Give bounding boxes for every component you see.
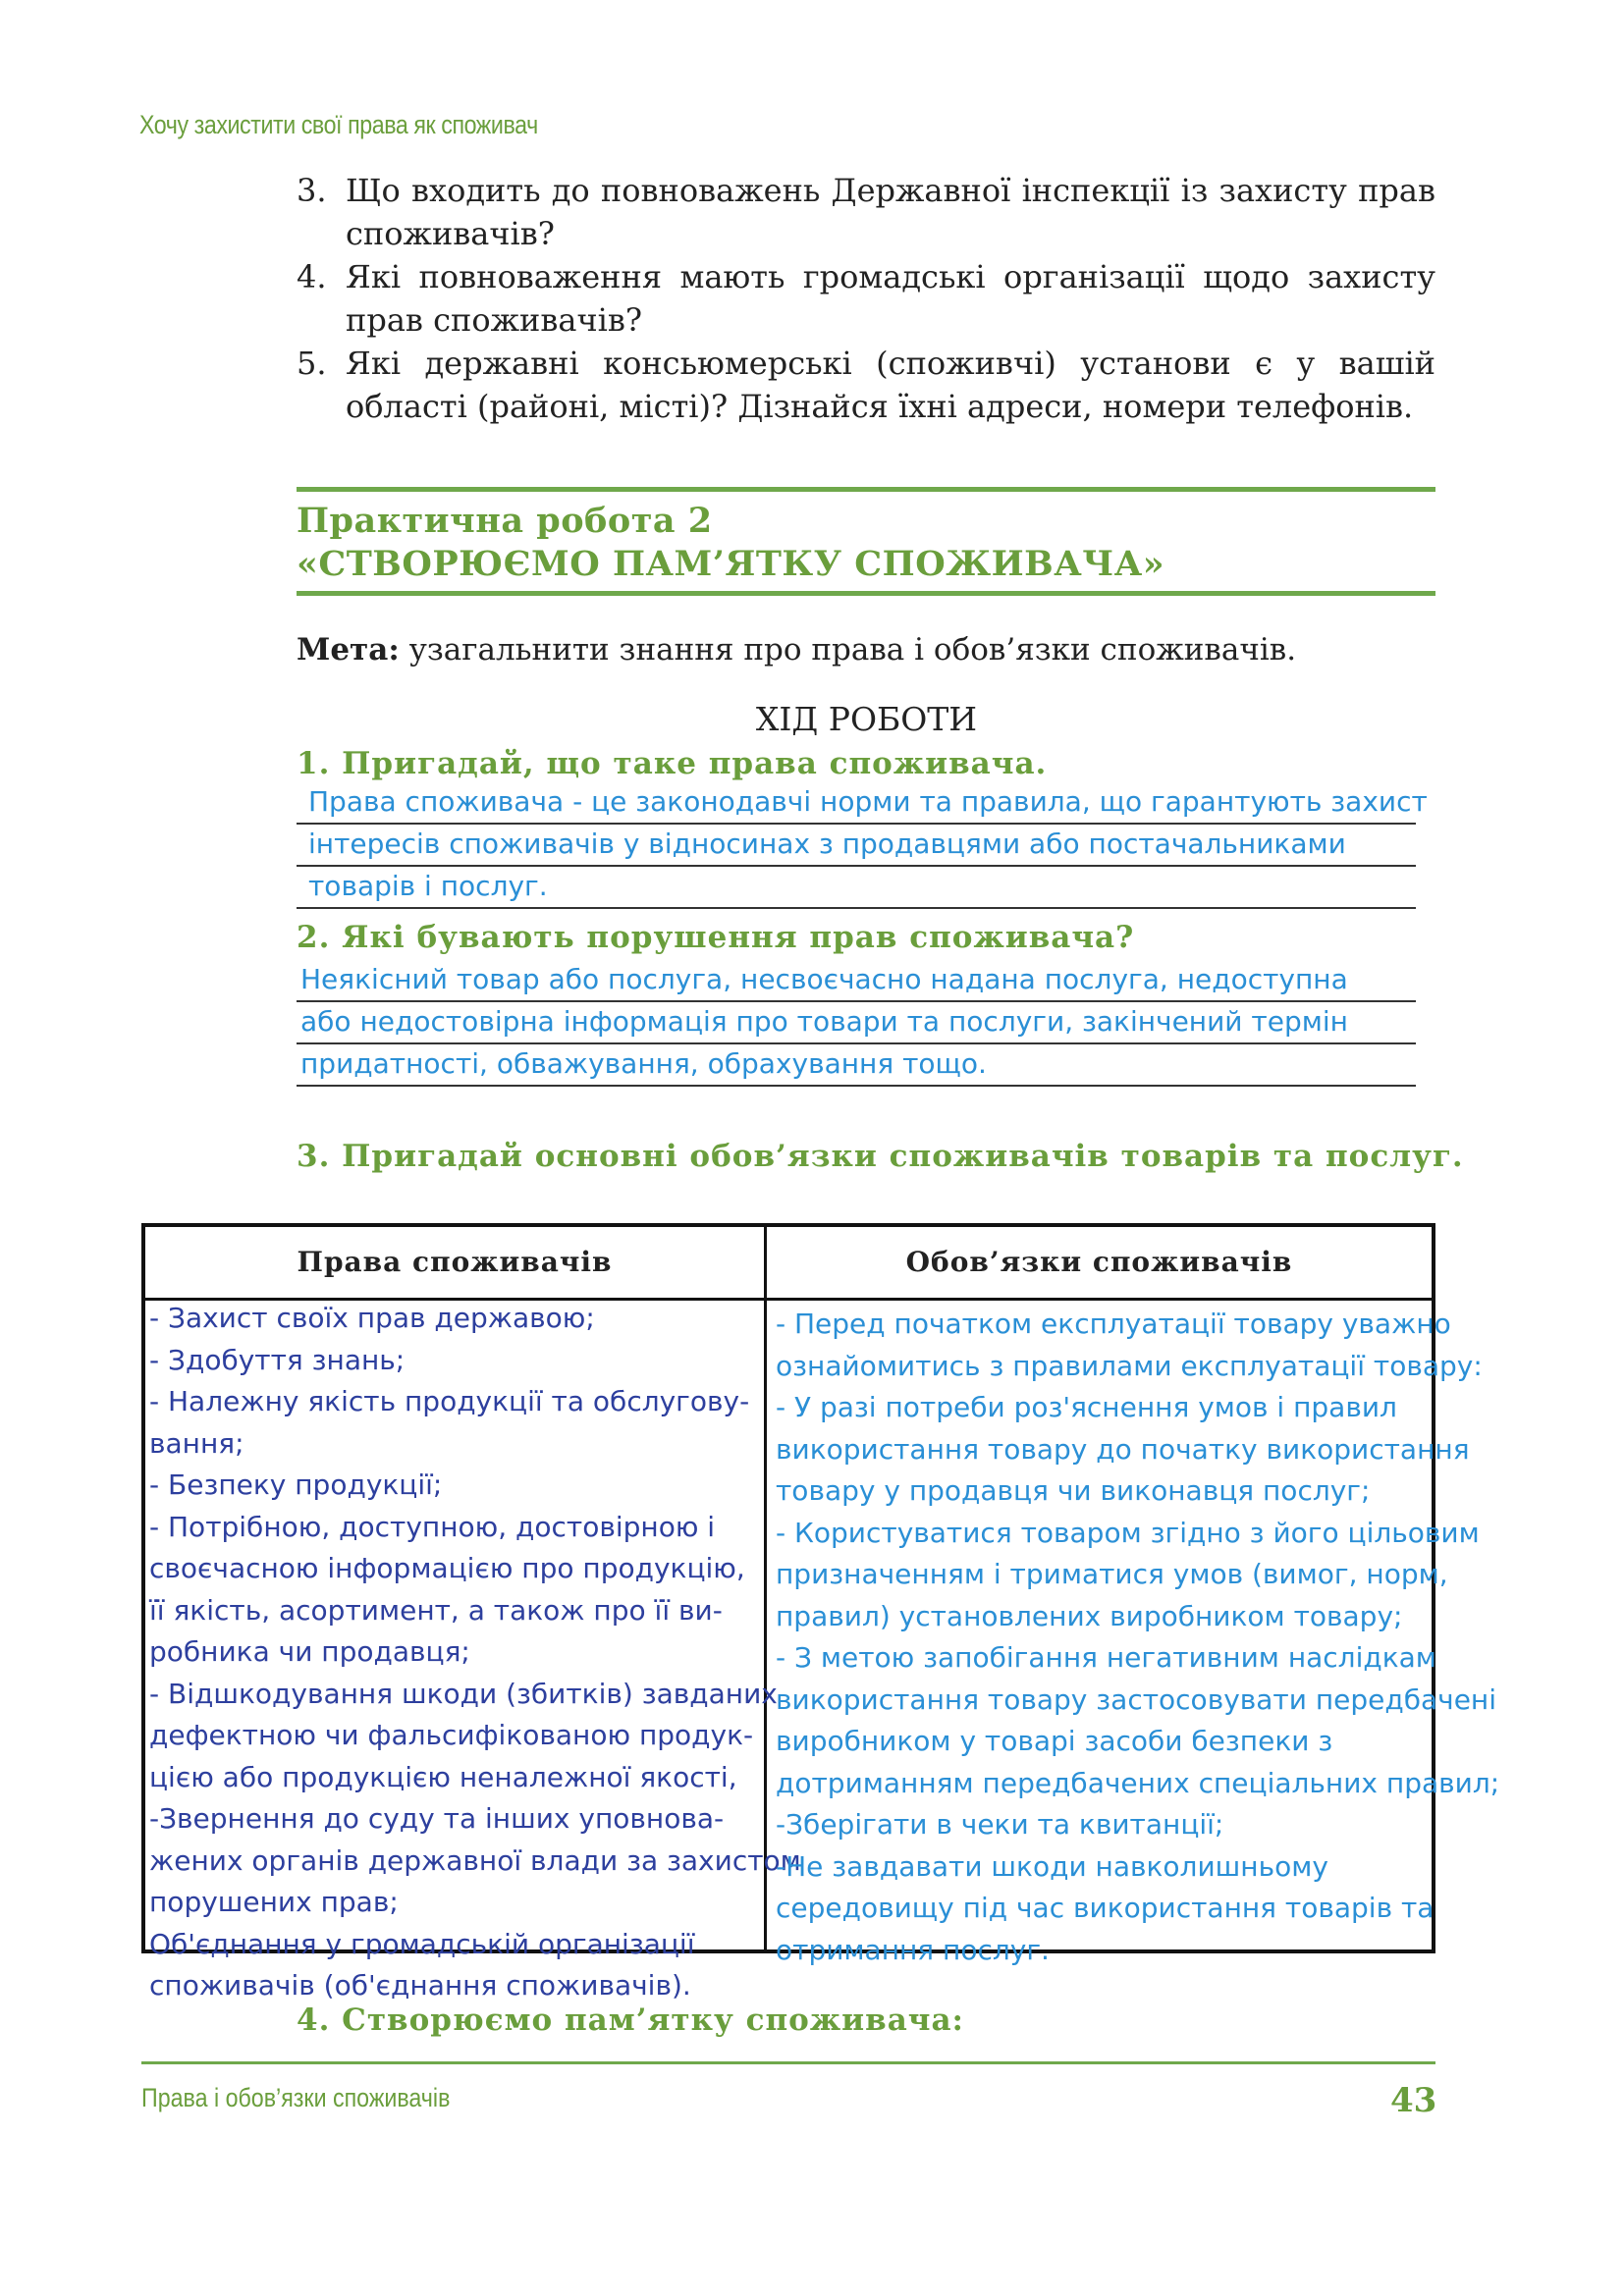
answer-line: придатності, обважування, обрахування тощо. (297, 1044, 1416, 1087)
question-number: 3. (297, 172, 327, 209)
list-item: своєчасною інформацією про продукцію, (149, 1552, 745, 1584)
practical-title-line2: «СТВОРЮЄМО ПАМ’ЯТКУ СПОЖИВАЧА» (297, 544, 1165, 584)
table-header-duties: Обов’язки споживачів (905, 1246, 1293, 1278)
question-3 (297, 169, 1435, 255)
list-item: використання товару застосовувати передбачені (776, 1682, 1497, 1716)
list-item: Об'єднання у громадській організації (149, 1927, 695, 1960)
list-item: споживачів (об'єднання споживачів). (149, 1969, 691, 2002)
list-item: - Відшкодування шкоди (збитків) завданих (149, 1677, 778, 1710)
answer-line: Неякісний товар або послуга, несвоєчасно надана послуга, недоступна (297, 960, 1416, 1002)
list-item: товару у продавця чи виконавця послуг; (776, 1474, 1371, 1507)
list-item: правил) установлених виробником товару; (776, 1599, 1403, 1632)
list-item: -Зберігати в чеки та квитанції; (776, 1808, 1224, 1841)
question-4 (297, 255, 1435, 342)
footer-divider (141, 2061, 1435, 2064)
question-number: 5. (297, 345, 327, 382)
task-1-heading: 1. Пригадай, що таке права споживача. (297, 746, 1048, 781)
goal-label: Мета: (297, 632, 400, 667)
procedure-heading: ХІД РОБОТИ (755, 700, 978, 738)
list-item: -Не завдавати шкоди навколишньому (776, 1849, 1328, 1883)
list-item: використання товару до початку використання (776, 1432, 1470, 1466)
list-item: отримання послуг. (776, 1933, 1050, 1966)
list-item: призначенням і триматися умов (вимог, норм, (776, 1558, 1448, 1590)
answer-line: товарів і послуг. (297, 867, 1416, 909)
running-header: Хочу захистити свої права як споживач (139, 110, 538, 139)
list-item: -Звернення до суду та інших уповнова- (149, 1802, 725, 1835)
list-item: - Здобуття знань; (149, 1343, 406, 1376)
list-item: цією або продукцією неналежної якості, (149, 1760, 737, 1793)
list-item: - Перед початком експлуатації товару уважно (776, 1308, 1451, 1340)
duties-list (776, 1304, 1499, 1971)
footer-section-title: Права і обов’язки споживачів (141, 2083, 451, 2112)
goal-text: узагальнити знання про права і обов’язки споживачів. (399, 632, 1297, 667)
practical-title-line1: Практична робота 2 (297, 501, 713, 541)
list-item: - Потрібною, доступною, достовірною і (149, 1510, 716, 1543)
rights-list (149, 1298, 801, 2007)
list-item: вання; (149, 1426, 244, 1460)
list-item: - Захист своїх прав державою; (149, 1302, 595, 1334)
answer-line: інтересів споживачів у відносинах з продавцями або постачальниками (297, 825, 1416, 867)
list-item: порушених прав; (149, 1886, 399, 1918)
list-item: жених органів державної влади за захистом (149, 1843, 801, 1877)
goal-statement (297, 632, 1296, 667)
task-3-heading: 3. Пригадай основні обов’язки споживачів товарів та послуг. (297, 1139, 1464, 1174)
answer-line: або недостовірна інформація про товари та послуги, закінчений термін (297, 1002, 1416, 1044)
divider-top (297, 487, 1435, 492)
list-item: виробником у товарі засоби безпеки з (776, 1725, 1333, 1757)
page-number: 43 (1390, 2081, 1437, 2120)
task-1-answer (297, 782, 1428, 909)
task-2-answer (297, 960, 1416, 1087)
question-text: Які повноваження мають громадські організації щодо захисту прав споживачів? (346, 258, 1435, 339)
list-item: - Безпеку продукції; (149, 1468, 443, 1501)
divider-bottom (297, 591, 1435, 596)
question-number: 4. (297, 258, 327, 295)
question-5 (297, 342, 1435, 428)
list-item: її якість, асортимент, а також про її ви- (149, 1593, 723, 1627)
task-2-heading: 2. Які бувають порушення прав споживача? (297, 920, 1135, 955)
list-item: середовищу під час використання товарів та (776, 1892, 1435, 1924)
list-item: ознайомитись з правилами експлуатації товару: (776, 1349, 1483, 1382)
table-header-rights: Права споживачів (297, 1246, 613, 1278)
task-4-heading: 4. Створюємо пам’ятку споживача: (297, 2002, 965, 2038)
list-item: - Користуватися товаром згідно з його цільовим (776, 1516, 1480, 1549)
list-item: дотриманням передбачених спеціальних правил; (776, 1766, 1500, 1799)
list-item: - З метою запобігання негативним наслідкам (776, 1641, 1436, 1674)
question-text: Які державні консьюмерські (споживчі) установи є у вашій області (районі, місті)? Дізнайся їхні адреси, номери телефонів. (346, 345, 1435, 425)
answer-line: Права споживача - це законодавчі норми та правила, що гарантують захист (297, 782, 1416, 825)
list-item: дефектною чи фальсифікованою продук- (149, 1719, 754, 1751)
question-text: Що входить до повноважень Державної інспекції із захисту прав споживачів? (346, 172, 1435, 252)
list-item: - У разі потреби роз'яснення умов і правил (776, 1391, 1397, 1423)
list-item: - Належну якість продукції та обслугову- (149, 1385, 750, 1417)
list-item: робника чи продавця; (149, 1635, 470, 1668)
